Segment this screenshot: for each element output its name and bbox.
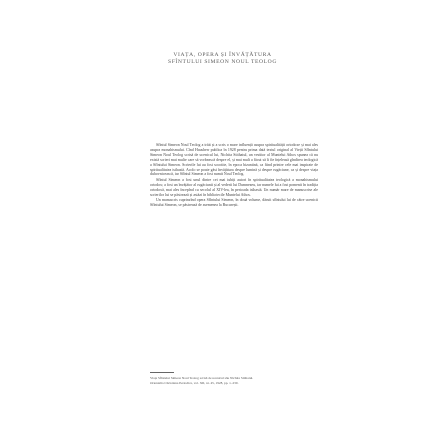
paragraph: Sfîntul Simeon a fost unul dintre cei mai iubiți autori în spiritualitatea teologică a monahismului ortodox; a fost un învățător al rugăciunii și al vederii lui Dumnezeu, iar numele lui a fost pomenit în tradiția ortodoxă, mai ales începînd cu secolul al XIV-lea, în perioada isihastă. Un număr mare de manuscrise ale scrierilor lui se păstrează și astăzi în bibliotecile Muntelui Athos. [150,177,318,197]
paragraph: Sfîntul Simeon Noul Teolog a trăit și a scris o mare influență asupra spiritualității ortodoxe și mai ales asupra monahismului. Cînd Hausherr publica în 1928 pentru prima dată textul original al Vieții Sfîntului Simeon Noul Teolog scrisă de ucenicul lui, Nichita Stithatul, un vestitor al Muntelui Athos spunea că nu există scrieri mai multe care să vorbească despre el, și mai mult a făcut să îi fie înțeleasă gîndirea teologică a Sfîntului Simeon. Scrierile lui au fost socotite, în epoca bizantină, ca fiind printre cele mai inspirate de spiritualitatea isihastă. Acolo se poate găsi învățătura despre lumină și despre rugăciune, ca și despre viața duhovnicească, iar Sfîntul Simeon a fost numit Noul Teolog. [150,143,318,177]
header-line-2: SFÎNTULUI SIMEON NOUL TEOLOG [168,59,277,65]
footnote-rule [150,372,174,373]
running-header [0,52,445,66]
body-text [150,143,318,209]
header-line-1: VIAȚA, OPERA ȘI ÎNVĂȚĂTURA [173,52,272,58]
footnote: Orientalia Christiana Periodica, vol. XII, nr. 45, 1928, pp. 1–230. [150,381,239,386]
paragraph: Un manuscris cuprinzînd opera Sfîntului Simeon, în două volume, dăruit sfîntului lui de către ucenicii Sfîntului Simeon, se păstrează de asemenea la București. [150,198,318,208]
footnote: Viața Sfîntului Simeon Noul Teolog scrisă de ucenicul său Nichita Stithatul. [150,376,254,380]
footnotes [150,376,318,387]
